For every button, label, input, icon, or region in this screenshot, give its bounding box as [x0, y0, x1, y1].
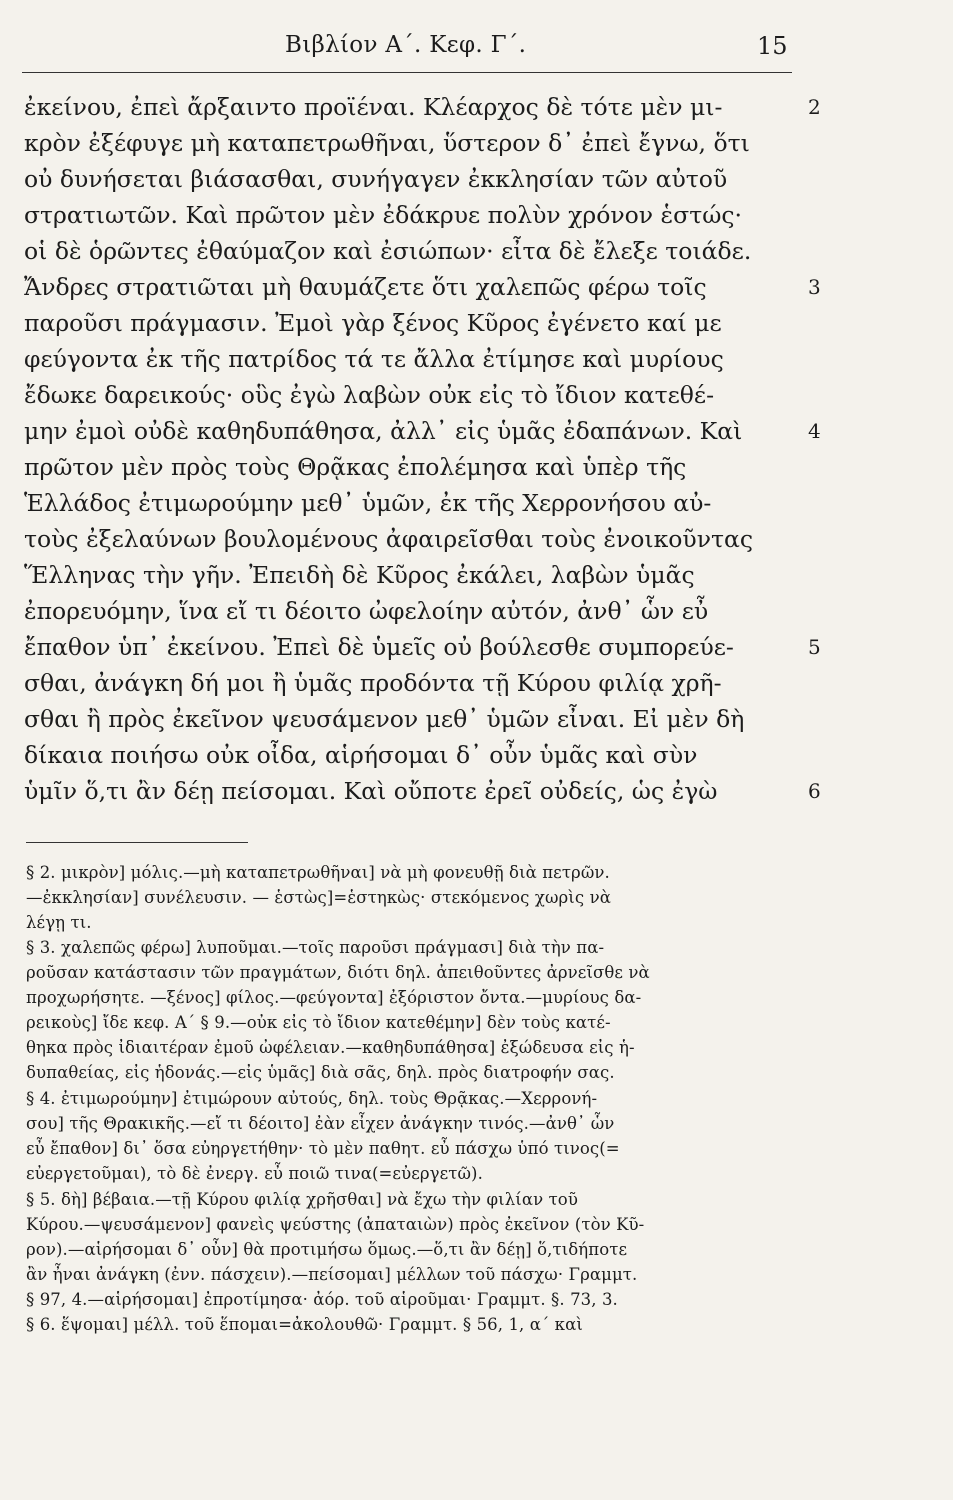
text-line: κρὸν ἐξέφυγε μὴ καταπετρωθῆναι, ὕστερον δ᾿ ἐπεὶ ἔγνω, ὅτι — [24, 129, 750, 157]
section-number: 6 — [808, 779, 821, 803]
running-head — [0, 28, 953, 68]
footnote-rule — [26, 842, 248, 843]
note-line: § 6. ἕψομαι] μέλλ. τοῦ ἕπομαι=ἀκολουθῶ· Γραμμτ. § 56, 1, α΄ καὶ — [26, 1315, 583, 1334]
note-line: Κύρου.—ψευσάμενον] φανεὶς ψεύστης (ἀπαταιὼν) πρὸς ἐκεῖνον (τὸν Κῦ- — [26, 1215, 645, 1234]
text-line: Ἕλληνας τὴν γῆν. Ἐπειδὴ δὲ Κῦρος ἐκάλει, λαβὼν ὑμᾶς — [24, 561, 695, 589]
text-line: ἔδωκε δαρεικούς· οὓς ἐγὼ λαβὼν οὐκ εἰς τὸ ἴδιον κατεθέ- — [24, 381, 715, 409]
note-line: —ἐκκλησίαν] συνέλευσιν. — ἑστὼς]=ἑστηκὼς· στεκόμενος χωρὶς νὰ — [26, 888, 611, 907]
text-line: σθαι ἢ πρὸς ἐκεῖνον ψευσάμενον μεθ᾿ ὑμῶν εἶναι. Εἰ μὲν δὴ — [24, 705, 745, 733]
section-number: 4 — [808, 419, 821, 443]
note-line: ροῦσαν κατάστασιν τῶν πραγμάτων, διότι δηλ. ἀπειθοῦντες ἀρνεῖσθε νὰ — [26, 963, 650, 982]
section-number: 2 — [808, 95, 821, 119]
running-title: Βιβλίον Α΄. Κεφ. Γ΄. — [285, 32, 527, 58]
text-line: μην ἐμοὶ οὐδὲ καθηδυπάθησα, ἀλλ᾿ εἰς ὑμᾶς ἐδαπάνων. Καὶ — [24, 417, 743, 445]
text-line: ὑμῖν ὅ,τι ἂν δέῃ πείσομαι. Καὶ οὔποτε ἐρεῖ οὐδείς, ὡς ἐγὼ — [24, 777, 718, 805]
text-line: ἔπαθον ὑπ᾿ ἐκείνου. Ἐπεὶ δὲ ὑμεῖς οὐ βούλεσθε συμπορεύε- — [24, 633, 734, 661]
text-line: οἱ δὲ ὁρῶντες ἐθαύμαζον καὶ ἐσιώπων· εἶτα δὲ ἔλεξε τοιάδε. — [24, 237, 752, 265]
text-line: παροῦσι πράγμασιν. Ἐμοὶ γὰρ ξένος Κῦρος ἐγένετο καί με — [24, 309, 722, 337]
note-line: § 4. ἐτιμωρούμην] ἐτιμώρουν αὐτούς, δηλ. τοὺς Θρᾷκας.—Χερρονή- — [26, 1089, 598, 1108]
text-line: Ἑλλάδος ἐτιμωρούμην μεθ᾿ ὑμῶν, ἐκ τῆς Χερρονήσου αὐ- — [24, 489, 712, 517]
note-line: λέγῃ τι. — [26, 913, 92, 932]
text-line: πρῶτον μὲν πρὸς τοὺς Θρᾷκας ἐπολέμησα καὶ ὑπὲρ τῆς — [24, 453, 687, 481]
text-line: οὐ δυνήσεται βιάσασθαι, συνήγαγεν ἐκκλησίαν τῶν αὐτοῦ — [24, 165, 728, 193]
note-line: θηκα πρὸς ἰδιαιτέραν ἐμοῦ ὠφέλειαν.—καθηδυπάθησα] ἐξώδευσα εἰς ἡ- — [26, 1038, 635, 1057]
note-line: § 5. δὴ] βέβαια.—τῇ Κύρου φιλίᾳ χρῆσθαι] νὰ ἔχω τὴν φιλίαν τοῦ — [26, 1190, 578, 1209]
text-line: ἐπορευόμην, ἵνα εἴ τι δέοιτο ὠφελοίην αὐτόν, ἀνθ᾿ ὧν εὖ — [24, 597, 709, 625]
note-line: § 2. μικρὸν] μόλις.—μὴ καταπετρωθῆναι] νὰ μὴ φονευθῇ διὰ πετρῶν. — [26, 863, 610, 882]
note-line: ἂν ἦναι ἀνάγκη (ἐνν. πάσχειν).—πείσομαι] μέλλων τοῦ πάσχω· Γραμμτ. — [26, 1265, 638, 1284]
note-line: εὐεργετοῦμαι), τὸ δὲ ἐνεργ. εὖ ποιῶ τινα(=εὐεργετῶ). — [26, 1164, 483, 1183]
section-number: 5 — [808, 635, 821, 659]
note-line: § 3. χαλεπῶς φέρω] λυποῦμαι.—τοῖς παροῦσι πράγμασι] διὰ τὴν πα- — [26, 938, 605, 957]
page-number: 15 — [757, 32, 788, 60]
text-line: φεύγοντα ἐκ τῆς πατρίδος τά τε ἄλλα ἐτίμησε καὶ μυρίους — [24, 345, 724, 373]
text-line: σθαι, ἀνάγκη δή μοι ἢ ὑμᾶς προδόντα τῇ Κύρου φιλίᾳ χρῆ- — [24, 669, 722, 697]
note-line: ρον).—αἱρήσομαι δ᾿ οὖν] θὰ προτιμήσω ὅμως.—ὅ,τι ἂν δέῃ] ὅ,τιδήποτε — [26, 1240, 628, 1259]
note-line: § 97, 4.—αἱρήσομαι] ἐπροτίμησα· ἀόρ. τοῦ αἱροῦμαι· Γραμμτ. §. 73, 3. — [26, 1290, 618, 1309]
text-line: δίκαια ποιήσω οὐκ οἶδα, αἱρήσομαι δ᾿ οὖν ὑμᾶς καὶ σὺν — [24, 741, 698, 769]
text-line: ἐκείνου, ἐπεὶ ἄρξαιντο προϊέναι. Κλέαρχος δὲ τότε μὲν μι- — [24, 93, 723, 121]
text-line: Ἄνδρες στρατιῶται μὴ θαυμάζετε ὅτι χαλεπῶς φέρω τοῖς — [24, 273, 707, 301]
section-number: 3 — [808, 275, 821, 299]
text-line: στρατιωτῶν. Καὶ πρῶτον μὲν ἐδάκρυε πολὺν χρόνον ἑστώς· — [24, 201, 743, 229]
note-line: ρεικοὺς] ἴδε κεφ. Α΄ § 9.—οὐκ εἰς τὸ ἴδιον κατεθέμην] δὲν τοὺς κατέ- — [26, 1013, 611, 1032]
note-line: εὖ ἔπαθον] δι᾿ ὅσα εὐηργετήθην· τὸ μὲν παθητ. εὖ πάσχω ὑπό τινος(= — [26, 1139, 620, 1158]
header-rule — [22, 72, 792, 73]
note-line: σου] τῆς Θρακικῆς.—εἴ τι δέοιτο] ἐὰν εἶχεν ἀνάγκην τινός.—ἀνθ᾿ ὧν — [26, 1114, 615, 1133]
note-line: προχωρήσητε. —ξένος] φίλος.—φεύγοντα] ἐξόριστον ὄντα.—μυρίους δα- — [26, 988, 642, 1007]
text-line: τοὺς ἐξελαύνων βουλομένους ἀφαιρεῖσθαι τοὺς ἐνοικοῦντας — [24, 525, 754, 553]
note-line: δυπαθείας, εἰς ἡδονάς.—εἰς ὑμᾶς] διὰ σᾶς, δηλ. πρὸς διατροφήν σας. — [26, 1063, 615, 1082]
